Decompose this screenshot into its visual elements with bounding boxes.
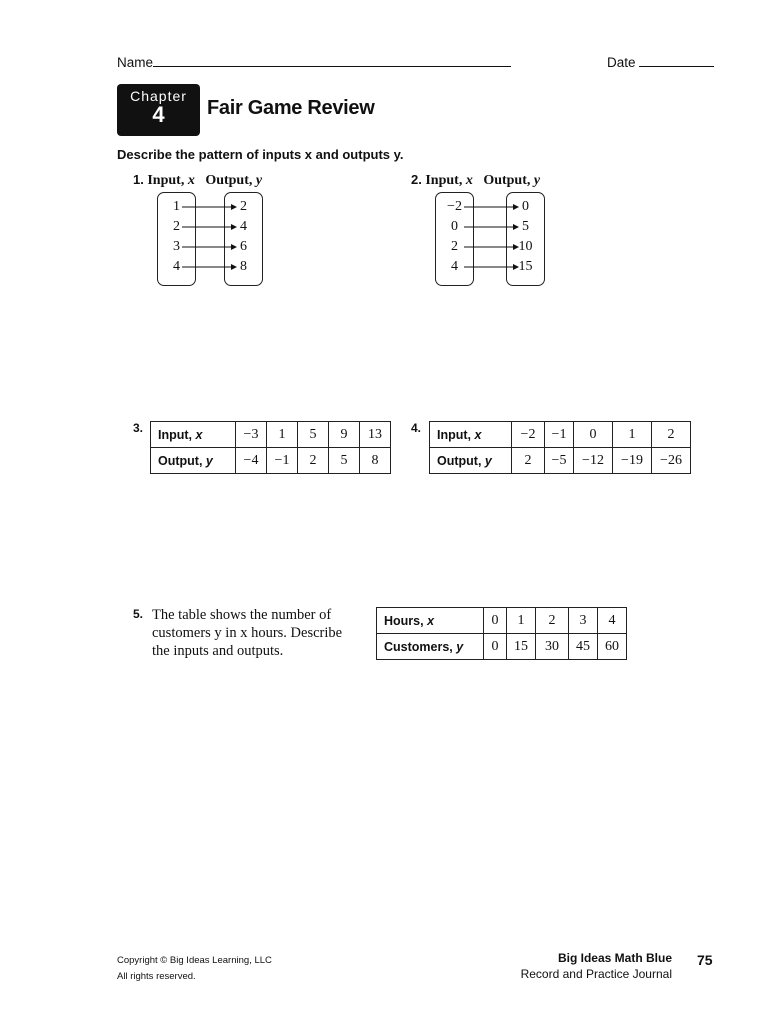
copyright [117, 953, 272, 985]
q5-row1-label [377, 608, 484, 634]
q5-number: 5. [133, 607, 144, 621]
table-cell: −26 [652, 448, 691, 474]
table-cell: 5 [329, 448, 360, 474]
table-cell: 1 [267, 422, 298, 448]
q2-output-value: 0 [522, 199, 529, 214]
page-number: 75 [697, 952, 713, 968]
q1-input-label: Input, [147, 173, 185, 188]
q2-output-value: 5 [522, 219, 529, 234]
q2-input-value: 4 [451, 259, 458, 274]
copyright-line: Copyright © Big Ideas Learning, LLC [117, 955, 272, 966]
table-cell: 45 [569, 634, 598, 660]
q4-table [429, 421, 691, 474]
q1-output-value: 6 [240, 239, 247, 254]
table-cell: 30 [536, 634, 569, 660]
table-cell: −1 [267, 448, 298, 474]
table-row [151, 448, 391, 474]
table-cell: 1 [613, 422, 652, 448]
chapter-number: 4 [152, 102, 165, 127]
label-text: Input, [437, 427, 472, 442]
q2-output-value: 10 [518, 239, 533, 254]
q2-output-label: Output, [483, 173, 531, 188]
q1-output-var: y [255, 173, 263, 188]
q4-number: 4. [411, 421, 422, 435]
q4-row1-label [430, 422, 512, 448]
table-cell: 2 [536, 608, 569, 634]
table-cell: 2 [652, 422, 691, 448]
table-cell: −5 [545, 448, 574, 474]
table-cell: 2 [512, 448, 545, 474]
q1-output-label: Output, [205, 173, 253, 188]
date-label: Date [607, 55, 636, 70]
q1-input-value: 2 [173, 219, 180, 234]
table-cell: 0 [484, 634, 507, 660]
table-cell: 3 [569, 608, 598, 634]
q1-input-value: 1 [173, 199, 180, 214]
table-row [430, 448, 691, 474]
q1-arrows [180, 192, 240, 284]
q3-row2-label [151, 448, 236, 474]
date-field [607, 55, 714, 70]
table-cell: −19 [613, 448, 652, 474]
q1-input-var: x [187, 173, 195, 188]
table-cell: 9 [329, 422, 360, 448]
label-var: x [427, 613, 435, 628]
table-cell: 13 [360, 422, 391, 448]
q5-table [376, 607, 627, 660]
q2-input-var: x [465, 173, 473, 188]
table-cell: 0 [574, 422, 613, 448]
table-row [430, 422, 691, 448]
q2-heading [411, 172, 540, 189]
label-text: Output, [437, 453, 482, 468]
q2-input-label: Input, [425, 173, 463, 188]
name-field [117, 55, 511, 70]
q2-arrows [462, 192, 522, 284]
table-cell: 4 [598, 608, 627, 634]
table-cell: −1 [545, 422, 574, 448]
page-title: Fair Game Review [207, 97, 375, 119]
table-cell: 0 [484, 608, 507, 634]
table-cell: 2 [298, 448, 329, 474]
label-var: y [456, 639, 464, 654]
table-cell: 8 [360, 448, 391, 474]
q5-question-text: The table shows the number of customers y in x hours. Describe the inputs and outputs. [152, 607, 343, 659]
label-text: Hours, [384, 613, 424, 628]
table-row [377, 634, 627, 660]
name-label: Name [117, 55, 154, 70]
instructions-text: Describe the pattern of inputs x and outputs y. [117, 147, 404, 162]
label-text: Input, [158, 427, 193, 442]
chapter-word: Chapter [130, 88, 187, 104]
table-cell: 60 [598, 634, 627, 660]
table-row [151, 422, 391, 448]
q2-input-value: −2 [447, 199, 462, 214]
q2-output-value: 15 [518, 259, 533, 274]
label-var: y [484, 453, 492, 468]
q4-row2-label [430, 448, 512, 474]
q1-number: 1. [133, 172, 144, 187]
table-cell: 1 [507, 608, 536, 634]
table-cell: 5 [298, 422, 329, 448]
table-cell: −12 [574, 448, 613, 474]
q2-output-var: y [533, 173, 541, 188]
rights-line: All rights reserved. [117, 971, 196, 982]
q3-row1-label [151, 422, 236, 448]
name-blank-line [153, 66, 511, 67]
q2-input-value: 0 [451, 219, 458, 234]
q3-number: 3. [133, 421, 144, 435]
q1-output-value: 4 [240, 219, 247, 234]
table-cell: 15 [507, 634, 536, 660]
book-title: Big Ideas Math Blue [557, 951, 672, 965]
q3-table [150, 421, 391, 474]
table-cell: −2 [512, 422, 545, 448]
label-text: Output, [158, 453, 203, 468]
q2-number: 2. [411, 172, 422, 187]
q1-input-value: 3 [173, 239, 180, 254]
date-blank-line [639, 66, 714, 67]
table-cell: −4 [236, 448, 267, 474]
label-var: y [205, 453, 213, 468]
label-text: Customers, [384, 639, 453, 654]
q5-row2-label [377, 634, 484, 660]
instructions [117, 147, 404, 162]
q1-output-value: 8 [240, 259, 247, 274]
label-var: x [474, 427, 482, 442]
book-subtitle: Record and Practice Journal [520, 967, 672, 981]
label-var: x [195, 427, 203, 442]
table-row [377, 608, 627, 634]
chapter-badge [117, 84, 200, 136]
q1-input-value: 4 [173, 259, 180, 274]
q2-input-value: 2 [451, 239, 458, 254]
table-cell: −3 [236, 422, 267, 448]
q1-heading [133, 172, 262, 189]
q1-output-value: 2 [240, 199, 247, 214]
